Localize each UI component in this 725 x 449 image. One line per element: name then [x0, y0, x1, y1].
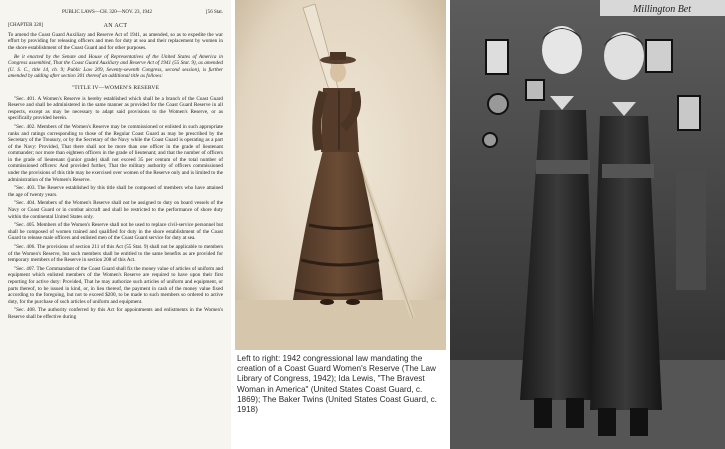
caption-text: Left to right: 1942 congressional law mandating the creation of a Coast Guard Women's Reserve (The Law Library of Congress, 1942); Ida Lewis, "The Bravest Woman in America" (United States Coast Guard, c. 1869); The Baker Twins (United States Coast Guard, c. 1918): [237, 354, 437, 415]
section-401: "Sec. 401. A Women's Reserve is hereby established which shall be a branch of the Coast Guard Reserve and shall be administered in the same manner as provided for the Coast Guard Reserve in all respects, except as may be necessary to adapt said provisions to the Women's Reserve, or as specifically provided herein.: [8, 95, 223, 122]
enacting-clause: Be it enacted by the Senate and House of Representatives of the United States of America in Congress assembled, That the Coast Guard Auxiliary and Reserve Act of 1941 (55 Stat. 9), as amended (U. S. C., title 14, ch. 9; Public Law 209, Seventy-seventh Congress, second session), is further amended by adding after section 301 thereof an additional title as follows:: [8, 53, 223, 80]
section-405: "Sec. 405. Members of the Women's Reserve shall not be used to replace civil-service personnel but shall be composed of women trained and qualified for duty in the shore establishment of the Coast Guard to release male officers and enlisted men of the Coast Guard service for duty at sea.: [8, 222, 223, 242]
section-404: "Sec. 404. Members of the Women's Reserve shall not be assigned to duty on board vessels of the Navy or Coast Guard or in combat aircraft and shall be restricted to the performance of shore duty within the continental United States only.: [8, 200, 223, 220]
section-407: "Sec. 407. The Commandant of the Coast Guard shall fix the money value of articles of uniform and equipment which enlisted members of the Women's Reserve are required to have upon their first reporting for active duty: Provided, That he may authorize such articles of uniform and equipment, or parts thereof, to be issued in kind, or, in lieu thereof, the payment in cash of the money value fixed according to the foregoing, but not to exceed $200, to be made to such members so ordered to active duty, for the purchase of such articles of uniform and equipment.: [8, 265, 223, 305]
page-stat: [56 Stat.: [206, 10, 223, 15]
running-head: [8, 10, 223, 17]
section-406: "Sec. 406. The provisions of section 211 of this Act (55 Stat. 9) shall not be applicable to members of the Women's Reserve, but such members shall be entitled to the same benefits as are provided for temporary members of the Reserve in section 208 of this Act.: [8, 244, 223, 264]
act-summary: To amend the Coast Guard Auxiliary and Reserve Act of 1941, as amended, so as to expedite the war effort by providing for releasing officers and men for duty at sea and their replacement by women in the shore establishment of the Coast Guard and for other purposes.: [8, 31, 223, 51]
baker-twins-photo: [450, 0, 725, 449]
act-heading: AN ACT: [103, 23, 128, 30]
section-403: "Sec. 403. The Reserve established by this title shall be composed of members who have attained the age of twenty years.: [8, 185, 223, 198]
sign-text: Millington Bet: [632, 4, 692, 15]
section-402: "Sec. 402. Members of the Women's Reserve may be commissioned or enlisted in such appropriate ranks and ratings corresponding to those of the Regular Coast Guard as may be prescribed by the Secretary of the Treasury, or by the Secretary of the Navy while the Coast Guard is operating as a part of the Navy: Provided, That there shall not be more than one officer in the grade of lieutenant commander; nor more than eighteen officers in the grade of lieutenant; and that the number of officers in the grade of lieutenant (junior grade) shall not exceed 35 per centum of the total number of commissioned officers: And provided further, That the military authority of officers commissioned under the provisions of this title may be exercised over women of the Reserve only and is limited to the administration of the Women's Reserve.: [8, 123, 223, 183]
running-head-text: PUBLIC LAWS—CH. 320—NOV. 23, 1942: [62, 10, 152, 15]
ida-lewis-photo: [235, 0, 446, 350]
section-408: "Sec. 408. The authority conferred by this Act for appointments and enlistments in the Women's Reserve shall be effective during: [8, 307, 223, 320]
law-document-image: [0, 0, 231, 449]
title-heading: "TITLE IV—WOMEN'S RESERVE: [71, 84, 160, 91]
photo-caption: [235, 352, 446, 415]
chapter-label: [CHAPTER 320]: [8, 22, 43, 28]
